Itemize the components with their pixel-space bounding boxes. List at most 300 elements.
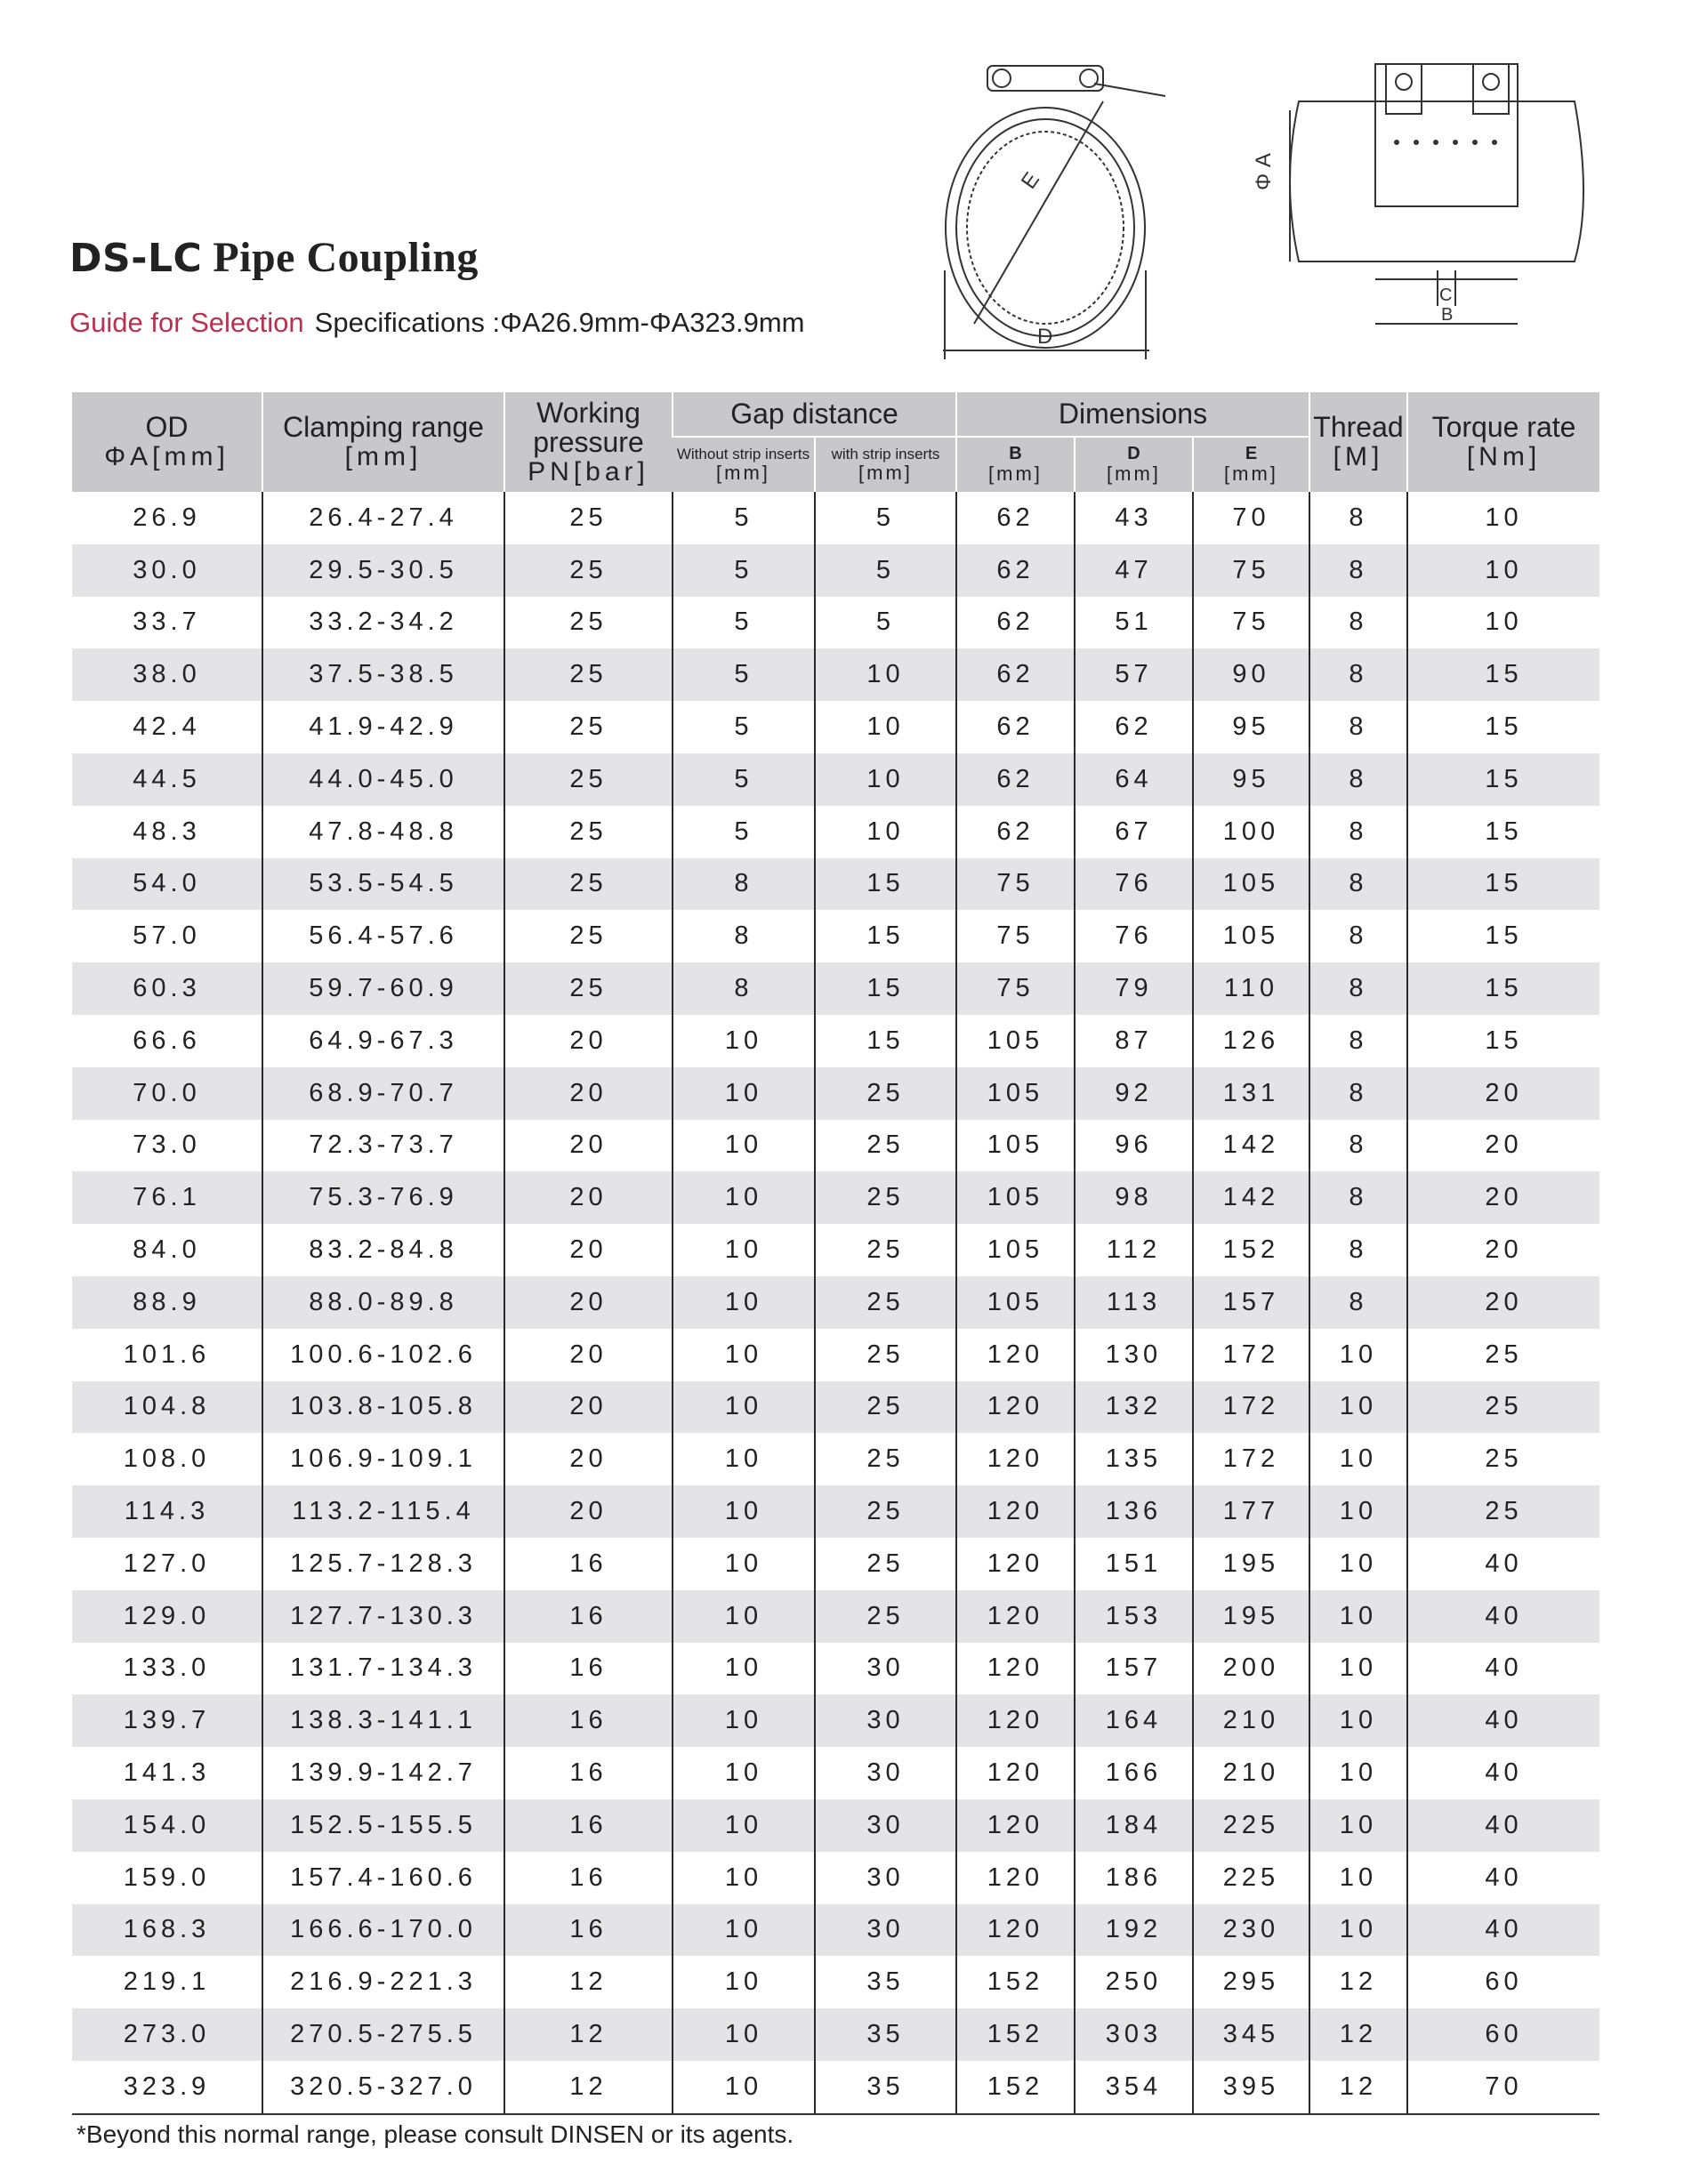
cell-dim-e: 172: [1193, 1329, 1309, 1381]
cell-clamping-range: 106.9-109.1: [262, 1433, 504, 1485]
header-clamping-label: Clamping range: [283, 411, 484, 444]
cell-dim-d: 151: [1075, 1538, 1193, 1590]
cell-dim-b: 105: [956, 1015, 1075, 1067]
cell-clamping-range: 53.5-54.5: [262, 858, 504, 911]
cell-dim-b: 152: [956, 2008, 1075, 2061]
cell-torque-rate: 70: [1407, 2061, 1599, 2114]
cell-clamping-range: 166.6-170.0: [262, 1904, 504, 1957]
table-row: [72, 962, 1599, 1015]
cell-od: 54.0: [72, 858, 262, 911]
table-row: [72, 1643, 1599, 1695]
header-gap-without-inserts: [673, 437, 815, 492]
b-label: B: [1441, 305, 1454, 325]
cell-dim-d: 130: [1075, 1329, 1193, 1381]
mid-band: [956, 119, 1134, 336]
table-row: [72, 806, 1599, 858]
cell-dim-b: 120: [956, 1747, 1075, 1799]
cell-gap-without-inserts: 10: [673, 1224, 815, 1276]
cell-torque-rate: 40: [1407, 1747, 1599, 1799]
header-clamping-unit: [mm]: [344, 442, 423, 472]
cell-dim-d: 96: [1075, 1120, 1193, 1172]
cell-thread: 12: [1309, 1956, 1407, 2008]
cell-dim-b: 120: [956, 1329, 1075, 1381]
cell-torque-rate: 40: [1407, 1904, 1599, 1957]
bolt-row-dots: [1394, 140, 1497, 145]
cell-dim-d: 157: [1075, 1643, 1193, 1695]
cell-dim-b: 120: [956, 1852, 1075, 1904]
cell-dim-e: 295: [1193, 1956, 1309, 2008]
header-dim-b: [956, 437, 1075, 492]
cell-gap-with-inserts: 35: [815, 2008, 956, 2061]
header-dim-b-unit: [mm]: [988, 463, 1043, 486]
cell-torque-rate: 15: [1407, 962, 1599, 1015]
cell-dim-b: 120: [956, 1643, 1075, 1695]
cell-dim-d: 43: [1075, 492, 1193, 544]
cell-dim-d: 184: [1075, 1799, 1193, 1852]
cell-dim-e: 200: [1193, 1643, 1309, 1695]
cell-gap-without-inserts: 10: [673, 1956, 815, 2008]
table-row: [72, 1433, 1599, 1485]
cell-gap-without-inserts: 10: [673, 1538, 815, 1590]
cell-torque-rate: 40: [1407, 1538, 1599, 1590]
cell-torque-rate: 20: [1407, 1171, 1599, 1224]
specifications-label: Specifications :ΦA26.9mm-ΦA323.9mm: [314, 307, 805, 338]
cell-torque-rate: 40: [1407, 1799, 1599, 1852]
cell-dim-d: 47: [1075, 544, 1193, 597]
cell-working-pressure: 20: [504, 1329, 673, 1381]
cell-od: 42.4: [133, 712, 201, 742]
cell-working-pressure: 16: [504, 1643, 673, 1695]
cell-dim-e: 95: [1193, 753, 1309, 806]
cell-dim-d: 166: [1075, 1747, 1193, 1799]
cell-gap-without-inserts: 5: [673, 597, 815, 649]
header-torque-label: Torque rate: [1431, 411, 1576, 444]
cell-working-pressure: 25: [504, 753, 673, 806]
cell-torque-rate: 20: [1407, 1067, 1599, 1120]
cell-gap-without-inserts: 5: [673, 544, 815, 597]
table-row: [72, 648, 1599, 701]
cell-working-pressure: 20: [504, 1224, 673, 1276]
cell-dim-b: 62: [956, 806, 1075, 858]
header-dim-d: [1075, 437, 1193, 492]
cell-od: 44.5: [72, 753, 262, 806]
cell-dim-d: 153: [1075, 1590, 1193, 1643]
cell-dim-e: 172: [1193, 1381, 1309, 1434]
cell-thread: 8: [1309, 858, 1407, 911]
outer-band: [946, 108, 1145, 348]
cell-od: 168.3: [72, 1904, 262, 1957]
cell-dim-d: 354: [1075, 2061, 1193, 2114]
clamp-top-lug-left: [993, 69, 1011, 87]
cell-dim-b: 120: [956, 1433, 1075, 1485]
cell-od: 30.0: [72, 544, 262, 597]
cell-gap-without-inserts: 5: [673, 806, 815, 858]
cell-thread: 8: [1309, 1171, 1407, 1224]
table-row: [72, 1694, 1599, 1747]
cell-gap-without-inserts: 10: [673, 1904, 815, 1957]
cell-gap-with-inserts: 25: [815, 1067, 956, 1120]
cell-dim-b: 120: [956, 1485, 1075, 1538]
cell-dim-e: 172: [1193, 1433, 1309, 1485]
cell-torque-rate: 40: [1407, 1852, 1599, 1904]
cell-gap-with-inserts: 35: [815, 1956, 956, 2008]
cell-gap-without-inserts: 5: [673, 701, 815, 753]
header-dim-d-unit: [mm]: [1107, 463, 1161, 486]
clamp-strap-end: [1094, 84, 1165, 96]
cell-dim-d: 303: [1075, 2008, 1193, 2061]
cell-dim-b: 120: [956, 1381, 1075, 1434]
cell-thread: 8: [1309, 962, 1407, 1015]
header-gap-with-label: with strip inserts: [831, 446, 940, 463]
coupling-side-view-drawing: [1245, 57, 1601, 333]
cell-thread: 8: [1309, 1120, 1407, 1172]
cell-working-pressure: 25: [504, 910, 673, 962]
cell-thread: 10: [1309, 1747, 1407, 1799]
table-row: [72, 1485, 1599, 1538]
cell-dim-e: 152: [1193, 1224, 1309, 1276]
cell-dim-b: 62: [956, 492, 1075, 544]
guide-label: Guide for Selection: [69, 307, 304, 338]
header-torque-unit: [Nm]: [1466, 442, 1542, 472]
e-dimension-line: [974, 101, 1103, 324]
cell-torque-rate: 15: [1407, 858, 1599, 911]
cell-working-pressure: 20: [504, 1381, 673, 1434]
cell-working-pressure: 25: [504, 806, 673, 858]
cell-dim-b: 62: [956, 597, 1075, 649]
header-clamping-range: [262, 392, 504, 492]
cell-thread: 8: [1309, 597, 1407, 649]
cell-torque-rate: 10: [1407, 597, 1599, 649]
cell-od: 26.9: [133, 503, 201, 532]
header-gap-distance: Gap distance: [673, 392, 956, 437]
cell-dim-b: 105: [956, 1120, 1075, 1172]
cell-torque-rate: 20: [1407, 1224, 1599, 1276]
header-torque-rate: [1407, 392, 1599, 492]
cell-gap-with-inserts: 10: [815, 806, 956, 858]
cell-gap-with-inserts: 5: [815, 597, 956, 649]
cell-clamping-range: 125.7-128.3: [262, 1538, 504, 1590]
cell-clamping-range: 37.5-38.5: [262, 648, 504, 701]
cell-thread: 8: [1309, 1276, 1407, 1329]
cell-gap-with-inserts: 5: [815, 492, 956, 544]
cell-working-pressure: 16: [504, 1799, 673, 1852]
cell-clamping-range: 127.7-130.3: [262, 1590, 504, 1643]
e-label: E: [1016, 167, 1045, 194]
cell-torque-rate: 15: [1407, 753, 1599, 806]
cell-dim-d: 92: [1075, 1067, 1193, 1120]
table-row: [72, 910, 1599, 962]
cell-torque-rate: 25: [1407, 1485, 1599, 1538]
cell-dim-d: 57: [1075, 648, 1193, 701]
cell-gap-with-inserts: 10: [815, 701, 956, 753]
cell-clamping-range: 56.4-57.6: [262, 910, 504, 962]
header-dim-d-label: D: [1127, 444, 1140, 464]
cell-torque-rate: 15: [1407, 701, 1599, 753]
header-od-unit: ΦA[mm]: [104, 442, 230, 472]
cell-od: 133.0: [123, 1653, 211, 1683]
table-row: [72, 701, 1599, 753]
cell-dim-e: 90: [1193, 648, 1309, 701]
cell-od: 104.8: [72, 1381, 262, 1434]
cell-dim-d: 76: [1075, 910, 1193, 962]
table-row: [72, 1799, 1599, 1852]
table-row: [72, 1590, 1599, 1643]
cell-dim-d: 136: [1075, 1485, 1193, 1538]
table-row: [72, 1329, 1599, 1381]
cell-gap-with-inserts: 25: [815, 1171, 956, 1224]
cell-od: 66.6: [133, 1026, 201, 1055]
header-gap-without-unit: [mm]: [716, 461, 770, 484]
table-row: [72, 1067, 1599, 1120]
table-row: [72, 1015, 1599, 1067]
cell-clamping-range: 72.3-73.7: [262, 1120, 504, 1172]
cell-gap-without-inserts: 10: [673, 2008, 815, 2061]
cell-gap-with-inserts: 10: [815, 648, 956, 701]
header-working-pressure: [504, 392, 673, 492]
product-title: [69, 233, 805, 282]
cell-dim-e: 225: [1193, 1852, 1309, 1904]
header-dim-e: [1193, 437, 1309, 492]
cell-od: 114.3: [72, 1485, 262, 1538]
cell-dim-b: 152: [956, 1956, 1075, 2008]
table-row: [72, 2061, 1599, 2114]
cell-thread: 8: [1309, 648, 1407, 701]
cell-gap-without-inserts: 5: [673, 648, 815, 701]
cell-dim-e: 395: [1193, 2061, 1309, 2114]
cell-thread: 10: [1309, 1590, 1407, 1643]
header-gap-without-label: Without strip inserts: [676, 446, 810, 463]
cell-dim-b: 152: [956, 2061, 1075, 2114]
cell-dim-e: 210: [1193, 1747, 1309, 1799]
cell-dim-e: 195: [1193, 1590, 1309, 1643]
cell-torque-rate: 60: [1407, 1956, 1599, 2008]
header-working-label: Working: [536, 396, 640, 429]
cell-working-pressure: 12: [504, 2008, 673, 2061]
header-od: [72, 392, 262, 492]
cell-gap-without-inserts: 8: [673, 858, 815, 911]
cell-gap-without-inserts: 5: [673, 492, 815, 544]
cell-dim-e: 157: [1193, 1276, 1309, 1329]
header-dim-e-label: E: [1245, 444, 1258, 464]
cell-working-pressure: 20: [504, 1015, 673, 1067]
cell-torque-rate: 60: [1407, 2008, 1599, 2061]
cell-clamping-range: 29.5-30.5: [262, 544, 504, 597]
cell-working-pressure: 16: [504, 1694, 673, 1747]
cell-working-pressure: 25: [504, 701, 673, 753]
cell-dim-e: 177: [1193, 1485, 1309, 1538]
cell-clamping-range: 152.5-155.5: [262, 1799, 504, 1852]
table-row: [72, 858, 1599, 911]
table-row: [72, 544, 1599, 597]
cell-torque-rate: 40: [1407, 1643, 1599, 1695]
subtitle: [69, 307, 805, 339]
cell-thread: 10: [1309, 1538, 1407, 1590]
header-pressure-unit: PN[bar]: [528, 456, 649, 487]
cell-dim-b: 62: [956, 753, 1075, 806]
cell-gap-without-inserts: 10: [673, 1643, 815, 1695]
table-row: [72, 1538, 1599, 1590]
cell-gap-without-inserts: 10: [673, 1276, 815, 1329]
cell-clamping-range: 138.3-141.1: [262, 1694, 504, 1747]
cell-dim-b: 75: [956, 910, 1075, 962]
cell-working-pressure: 25: [504, 962, 673, 1015]
cell-od: 38.0: [72, 648, 262, 701]
cell-thread: 8: [1309, 910, 1407, 962]
cell-clamping-range: 47.8-48.8: [262, 806, 504, 858]
cell-gap-with-inserts: 30: [815, 1643, 956, 1695]
d-label: D: [1037, 325, 1053, 349]
cell-gap-with-inserts: 15: [815, 1015, 956, 1067]
cell-working-pressure: 16: [504, 1747, 673, 1799]
cell-gap-with-inserts: 25: [815, 1224, 956, 1276]
cell-gap-without-inserts: 10: [673, 1171, 815, 1224]
cell-od: 219.1: [123, 1967, 211, 1997]
cell-dim-e: 70: [1193, 492, 1309, 544]
cell-dim-e: 105: [1193, 910, 1309, 962]
cell-gap-with-inserts: 25: [815, 1381, 956, 1434]
cell-dim-e: 230: [1193, 1904, 1309, 1957]
header-od-label: OD: [145, 411, 189, 444]
cell-gap-without-inserts: 10: [673, 1433, 815, 1485]
cell-dim-d: 135: [1075, 1433, 1193, 1485]
cell-clamping-range: 75.3-76.9: [262, 1171, 504, 1224]
cell-working-pressure: 20: [504, 1067, 673, 1120]
cell-torque-rate: 10: [1407, 492, 1599, 544]
cell-torque-rate: 40: [1407, 1590, 1599, 1643]
cell-od: 101.6: [123, 1339, 211, 1369]
cell-working-pressure: 25: [504, 597, 673, 649]
cell-clamping-range: 26.4-27.4: [262, 492, 504, 544]
cell-gap-with-inserts: 25: [815, 1120, 956, 1172]
cell-working-pressure: 25: [504, 544, 673, 597]
cell-gap-with-inserts: 15: [815, 858, 956, 911]
header-thread-label: Thread: [1313, 411, 1404, 444]
cell-gap-without-inserts: 10: [673, 1852, 815, 1904]
cell-thread: 10: [1309, 1381, 1407, 1434]
cell-torque-rate: 20: [1407, 1120, 1599, 1172]
cell-working-pressure: 20: [504, 1433, 673, 1485]
cell-clamping-range: 320.5-327.0: [262, 2061, 504, 2114]
cell-dim-b: 105: [956, 1224, 1075, 1276]
cell-gap-without-inserts: 10: [673, 1329, 815, 1381]
cell-clamping-range: 68.9-70.7: [262, 1067, 504, 1120]
cell-gap-with-inserts: 25: [815, 1485, 956, 1538]
cell-dim-d: 164: [1075, 1694, 1193, 1747]
cell-torque-rate: 15: [1407, 1015, 1599, 1067]
cell-torque-rate: 10: [1407, 544, 1599, 597]
pipe-outline: [1290, 101, 1583, 261]
cell-dim-b: 105: [956, 1276, 1075, 1329]
cell-dim-d: 62: [1075, 701, 1193, 753]
cell-gap-without-inserts: 10: [673, 1067, 815, 1120]
cell-dim-b: 105: [956, 1171, 1075, 1224]
cell-torque-rate: 20: [1407, 1276, 1599, 1329]
table-row: [72, 2008, 1599, 2061]
cell-thread: 10: [1309, 1643, 1407, 1695]
table-row: [72, 1171, 1599, 1224]
cell-gap-with-inserts: 30: [815, 1799, 956, 1852]
cell-od: 323.9: [72, 2061, 262, 2114]
cell-dim-d: 132: [1075, 1381, 1193, 1434]
cell-clamping-range: 88.0-89.8: [262, 1276, 504, 1329]
cell-dim-e: 95: [1193, 701, 1309, 753]
cell-working-pressure: 20: [504, 1120, 673, 1172]
cell-dim-e: 110: [1193, 962, 1309, 1015]
cell-torque-rate: 15: [1407, 806, 1599, 858]
cell-od: 154.0: [72, 1799, 262, 1852]
cell-dim-b: 120: [956, 1799, 1075, 1852]
cell-dim-e: 345: [1193, 2008, 1309, 2061]
cell-dim-e: 105: [1193, 858, 1309, 911]
cell-dim-e: 195: [1193, 1538, 1309, 1590]
cell-od: 48.3: [133, 817, 201, 846]
cell-clamping-range: 216.9-221.3: [262, 1956, 504, 2008]
cell-torque-rate: 15: [1407, 648, 1599, 701]
cell-thread: 8: [1309, 1067, 1407, 1120]
product-name: Pipe Coupling: [213, 234, 479, 281]
cell-od: 129.0: [72, 1590, 262, 1643]
header-gap-with-inserts: [815, 437, 956, 492]
cell-dim-b: 62: [956, 701, 1075, 753]
header-dim-b-label: B: [1009, 444, 1022, 464]
cell-od: 70.0: [72, 1067, 262, 1120]
cell-clamping-range: 157.4-160.6: [262, 1852, 504, 1904]
cell-thread: 12: [1309, 2008, 1407, 2061]
cell-working-pressure: 16: [504, 1904, 673, 1957]
cell-clamping-range: 131.7-134.3: [262, 1643, 504, 1695]
cell-gap-without-inserts: 8: [673, 910, 815, 962]
cell-working-pressure: 25: [504, 648, 673, 701]
header-gap-with-unit: [mm]: [858, 461, 913, 484]
coupling-front-view-drawing: [943, 57, 1192, 359]
cell-gap-without-inserts: 10: [673, 1590, 815, 1643]
cell-dim-d: 64: [1075, 753, 1193, 806]
cell-dim-b: 120: [956, 1538, 1075, 1590]
cell-gap-with-inserts: 35: [815, 2061, 956, 2114]
table-row: [72, 1381, 1599, 1434]
cell-torque-rate: 25: [1407, 1381, 1599, 1434]
cell-gap-with-inserts: 10: [815, 753, 956, 806]
cell-thread: 12: [1309, 2061, 1407, 2114]
phi-a-label: Φ A: [1252, 153, 1276, 190]
header-thread: [1309, 392, 1407, 492]
cell-dim-b: 75: [956, 858, 1075, 911]
cell-od: 33.7: [133, 607, 201, 637]
cell-gap-with-inserts: 30: [815, 1747, 956, 1799]
cell-gap-with-inserts: 30: [815, 1904, 956, 1957]
cell-dim-e: 225: [1193, 1799, 1309, 1852]
header-thread-unit: [M]: [1333, 442, 1384, 472]
cell-dim-d: 76: [1075, 858, 1193, 911]
cell-clamping-range: 33.2-34.2: [262, 597, 504, 649]
cell-dim-d: 113: [1075, 1276, 1193, 1329]
cell-gap-without-inserts: 10: [673, 1799, 815, 1852]
product-code: DS-LC: [69, 236, 203, 281]
bolt-hole-left: [1396, 74, 1412, 90]
cell-thread: 10: [1309, 1485, 1407, 1538]
cell-od: 57.0: [133, 921, 201, 951]
table-row: [72, 1120, 1599, 1172]
cell-gap-with-inserts: 15: [815, 962, 956, 1015]
cell-clamping-range: 113.2-115.4: [262, 1485, 504, 1538]
cell-working-pressure: 12: [504, 1956, 673, 2008]
cell-working-pressure: 16: [504, 1852, 673, 1904]
cell-gap-without-inserts: 10: [673, 2061, 815, 2114]
cell-thread: 8: [1309, 1015, 1407, 1067]
cell-clamping-range: 270.5-275.5: [262, 2008, 504, 2061]
cell-dim-e: 142: [1193, 1120, 1309, 1172]
table-body: [72, 492, 1599, 2114]
